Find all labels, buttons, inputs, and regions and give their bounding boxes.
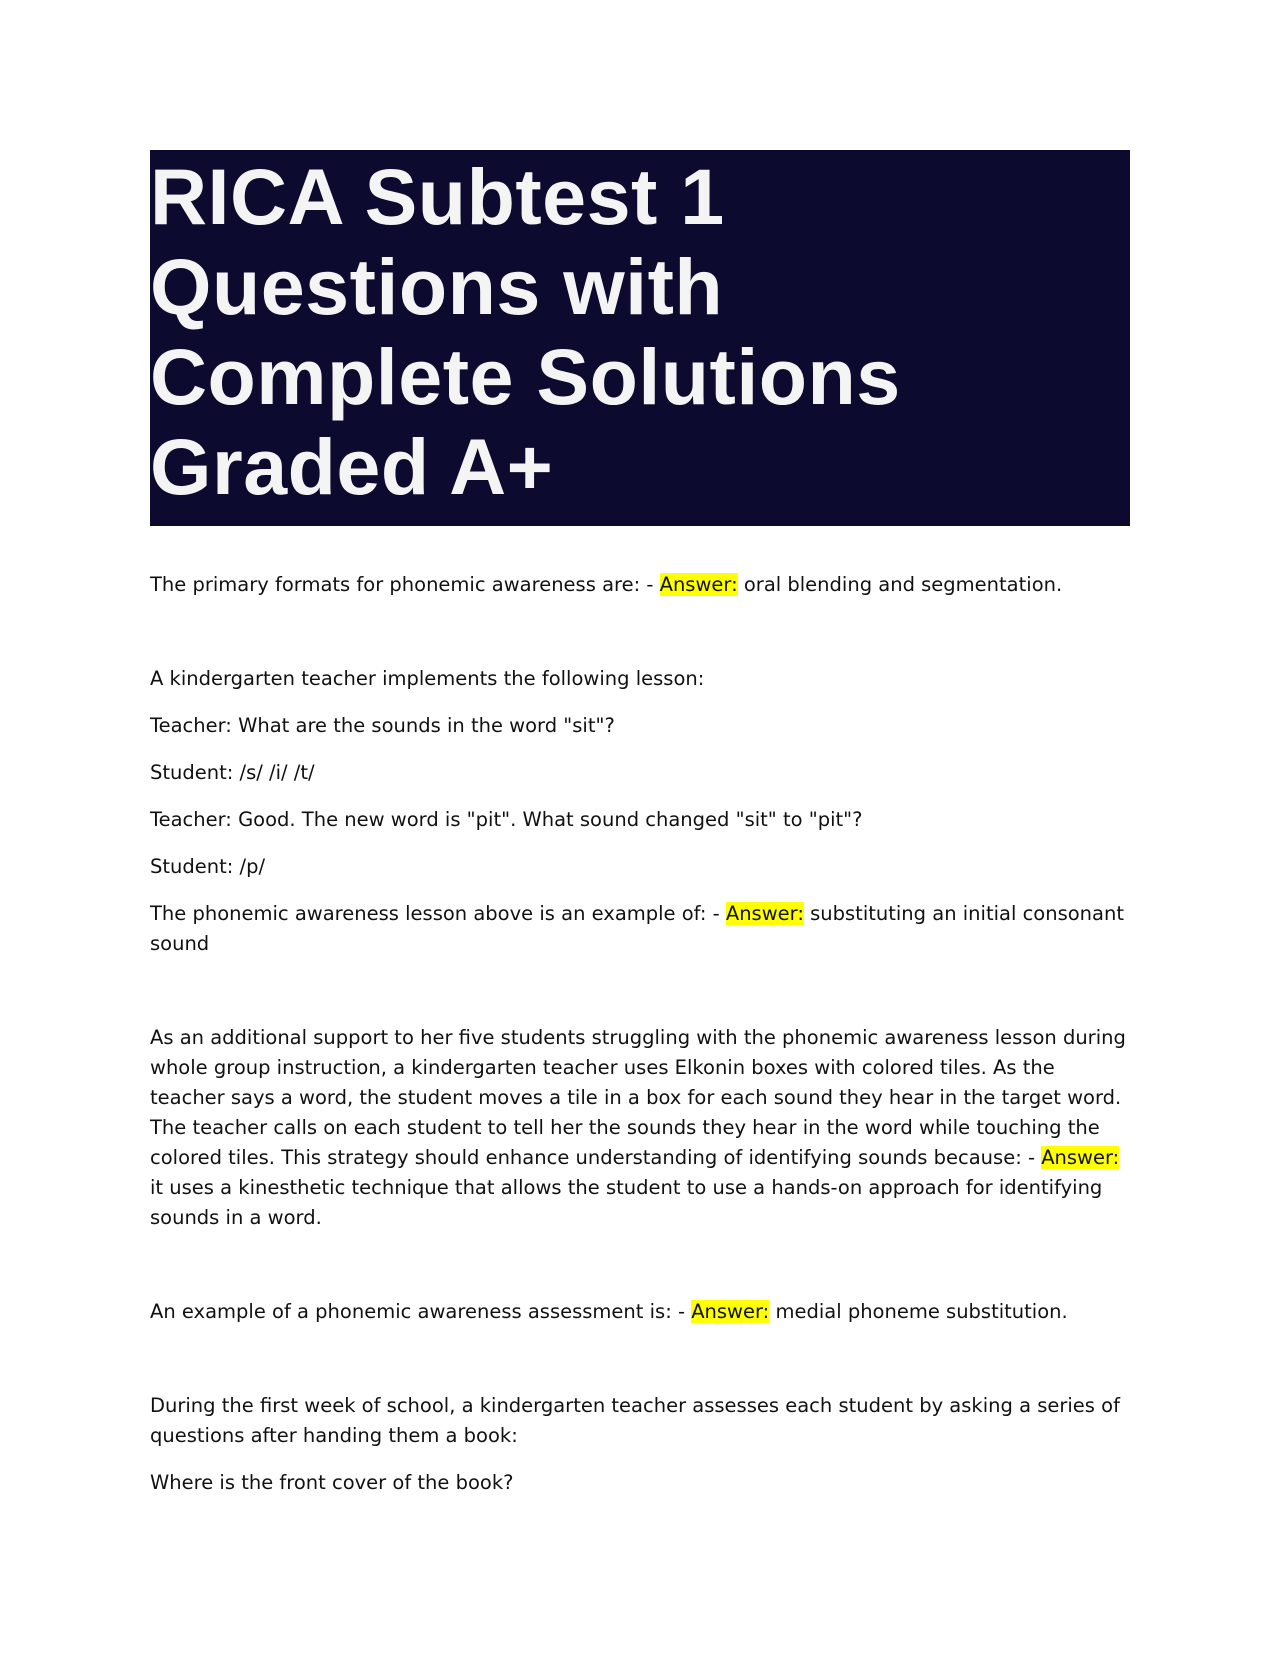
- dialogue-line: Student: /s/ /i/ /t/: [150, 761, 315, 784]
- question-prompt: The phonemic awareness lesson above is an example of: -: [150, 902, 726, 925]
- answer-label: Answer:: [1041, 1146, 1120, 1169]
- question-5-intro: During the first week of school, a kindergarten teacher assesses each student by asking a series of questions after handing them a book:: [150, 1394, 1120, 1447]
- answer-label: Answer:: [725, 902, 804, 925]
- answer-text: oral blending and segmentation.: [737, 573, 1063, 596]
- answer-text: it uses a kinesthetic technique that allows the student to use a hands-on approach for identifying sounds in a word.: [150, 1176, 1103, 1229]
- title-line: Questions with: [150, 242, 724, 331]
- question-line: Where is the front cover of the book?: [150, 1471, 514, 1494]
- question-prompt: The primary formats for phonemic awareness are: -: [150, 573, 660, 596]
- dialogue-line: Teacher: Good. The new word is "pit". What sound changed "sit" to "pit"?: [150, 808, 863, 831]
- answer-text: substituting an initial consonant sound: [150, 902, 1124, 955]
- answer-label: Answer:: [691, 1300, 770, 1323]
- title-line: Graded A+: [150, 422, 554, 511]
- dialogue-line: Teacher: What are the sounds in the word "sit"?: [150, 714, 615, 737]
- question-4: [150, 1297, 1130, 1327]
- question-2-intro: A kindergarten teacher implements the following lesson:: [150, 667, 705, 690]
- title-banner: [150, 150, 1130, 526]
- document-page: [150, 150, 1130, 1498]
- question-prompt: As an additional support to her five students struggling with the phonemic awareness lesson during whole group instruction, a kindergarten teacher uses Elkonin boxes with colored tiles. As the teacher says a word, the student moves a tile in a box for each sound they hear in the target word. The teacher calls on each student to tell her the sounds they hear in the word while touching the colored tiles. This strategy should enhance understanding of identifying sounds because: -: [150, 1026, 1126, 1169]
- answer-label: Answer:: [659, 573, 738, 596]
- answer-text: medial phoneme substitution.: [769, 1300, 1068, 1323]
- title-line: Complete Solutions: [150, 332, 901, 421]
- question-1: [150, 570, 1130, 600]
- title-line: RICA Subtest 1: [150, 152, 725, 241]
- dialogue-line: Student: /p/: [150, 855, 266, 878]
- document-body: [150, 570, 1130, 1498]
- question-3: [150, 1023, 1130, 1233]
- question-prompt: An example of a phonemic awareness assessment is: -: [150, 1300, 692, 1323]
- question-2: [150, 899, 1130, 959]
